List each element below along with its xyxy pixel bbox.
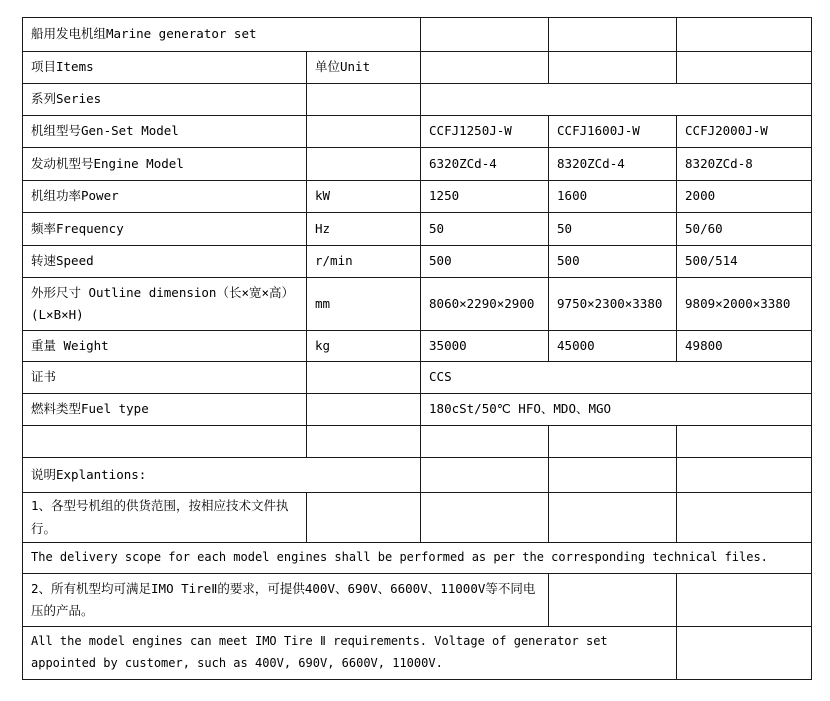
fuel-type-unit-cell: [307, 394, 421, 426]
note-1-empty-cell-2: [421, 493, 549, 543]
empty-row-cell-3: [421, 426, 549, 458]
frequency-label-cell: 频率Frequency: [23, 213, 307, 246]
frequency-value-2: 50: [549, 213, 677, 246]
dimension-unit-cell: mm: [307, 278, 421, 331]
table-row: [23, 213, 812, 246]
note-1-empty-cell-4: [677, 493, 812, 543]
empty-row-cell-2: [307, 426, 421, 458]
table-row: [23, 627, 812, 680]
series-value-cell: [421, 84, 812, 116]
table-row: [23, 116, 812, 148]
frequency-value-1: 50: [421, 213, 549, 246]
dimension-value-3: 9809×2000×3380: [677, 278, 812, 331]
frequency-value-3: 50/60: [677, 213, 812, 246]
speed-unit-cell: r/min: [307, 246, 421, 278]
series-label-cell: 系列Series: [23, 84, 307, 116]
title-empty-cell-1: [421, 18, 549, 52]
weight-value-3: 49800: [677, 331, 812, 362]
title-empty-cell-2: [549, 18, 677, 52]
note-1-empty-cell-3: [549, 493, 677, 543]
table-row: [23, 493, 812, 543]
explanations-empty-cell-2: [549, 458, 677, 493]
note-1-en-cell: The delivery scope for each model engines shall be performed as per the corresponding technical files.: [23, 543, 812, 574]
dimension-label-cell: 外形尺寸 Outline dimension（长×宽×高）(L×B×H): [23, 278, 307, 331]
engine-model-value-2: 8320ZCd-4: [549, 148, 677, 181]
note-2-empty-cell-1: [549, 574, 677, 627]
table-row: [23, 543, 812, 574]
dimension-value-2: 9750×2300×3380: [549, 278, 677, 331]
explanations-label-cell: 说明Explantions:: [23, 458, 421, 493]
weight-value-1: 35000: [421, 331, 549, 362]
power-label-cell: 机组功率Power: [23, 181, 307, 213]
genset-model-label-cell: 机组型号Gen-Set Model: [23, 116, 307, 148]
genset-model-value-2: CCFJ1600J-W: [549, 116, 677, 148]
explanations-empty-cell-3: [677, 458, 812, 493]
note-2-empty-cell-2: [677, 574, 812, 627]
marine-generator-spec-table: [22, 17, 812, 680]
header-empty-cell-1: [421, 52, 549, 84]
table-row: [23, 278, 812, 331]
power-value-3: 2000: [677, 181, 812, 213]
items-header-cell: 项目Items: [23, 52, 307, 84]
power-value-1: 1250: [421, 181, 549, 213]
genset-model-value-1: CCFJ1250J-W: [421, 116, 549, 148]
power-value-2: 1600: [549, 181, 677, 213]
table-row: [23, 18, 812, 52]
engine-model-label-cell: 发动机型号Engine Model: [23, 148, 307, 181]
note-2-en-empty-cell: [677, 627, 812, 680]
genset-model-unit-cell: [307, 116, 421, 148]
table-row: [23, 458, 812, 493]
weight-unit-cell: kg: [307, 331, 421, 362]
certificate-label-cell: 证书: [23, 362, 307, 394]
empty-row-cell-4: [549, 426, 677, 458]
header-empty-cell-3: [677, 52, 812, 84]
empty-row-cell-1: [23, 426, 307, 458]
table-row: [23, 246, 812, 278]
title-empty-cell-3: [677, 18, 812, 52]
speed-value-2: 500: [549, 246, 677, 278]
table-row: [23, 148, 812, 181]
table-title-cell: 船用发电机组Marine generator set: [23, 18, 421, 52]
frequency-unit-cell: Hz: [307, 213, 421, 246]
dimension-value-1: 8060×2290×2900: [421, 278, 549, 331]
unit-header-cell: 单位Unit: [307, 52, 421, 84]
empty-row-cell-5: [677, 426, 812, 458]
power-unit-cell: kW: [307, 181, 421, 213]
speed-value-3: 500/514: [677, 246, 812, 278]
weight-label-cell: 重量 Weight: [23, 331, 307, 362]
note-2-en-cell: All the model engines can meet IMO Tire Ⅱ requirements. Voltage of generator set appointed by customer, such as 400V, 690V, 6600V, 11000V.: [23, 627, 677, 680]
header-empty-cell-2: [549, 52, 677, 84]
explanations-empty-cell-1: [421, 458, 549, 493]
note-2-zh-cell: 2、所有机型均可满足IMO TireⅡ的要求，可提供400V、690V、6600V、11000V等不同电压的产品。: [23, 574, 549, 627]
fuel-type-value-cell: 180cSt/50℃ HFO、MDO、MGO: [421, 394, 812, 426]
engine-model-value-1: 6320ZCd-4: [421, 148, 549, 181]
certificate-value-cell: CCS: [421, 362, 812, 394]
note-1-empty-cell-1: [307, 493, 421, 543]
table-row: [23, 331, 812, 362]
genset-model-value-3: CCFJ2000J-W: [677, 116, 812, 148]
table-row: [23, 574, 812, 627]
certificate-unit-cell: [307, 362, 421, 394]
weight-value-2: 45000: [549, 331, 677, 362]
engine-model-unit-cell: [307, 148, 421, 181]
table-row: [23, 426, 812, 458]
table-row: [23, 181, 812, 213]
table-row: [23, 52, 812, 84]
note-1-zh-cell: 1、各型号机组的供货范围，按相应技术文件执行。: [23, 493, 307, 543]
series-unit-cell: [307, 84, 421, 116]
table-row: [23, 394, 812, 426]
fuel-type-label-cell: 燃料类型Fuel type: [23, 394, 307, 426]
spec-sheet: [22, 17, 812, 680]
table-row: [23, 84, 812, 116]
table-row: [23, 362, 812, 394]
speed-label-cell: 转速Speed: [23, 246, 307, 278]
speed-value-1: 500: [421, 246, 549, 278]
engine-model-value-3: 8320ZCd-8: [677, 148, 812, 181]
